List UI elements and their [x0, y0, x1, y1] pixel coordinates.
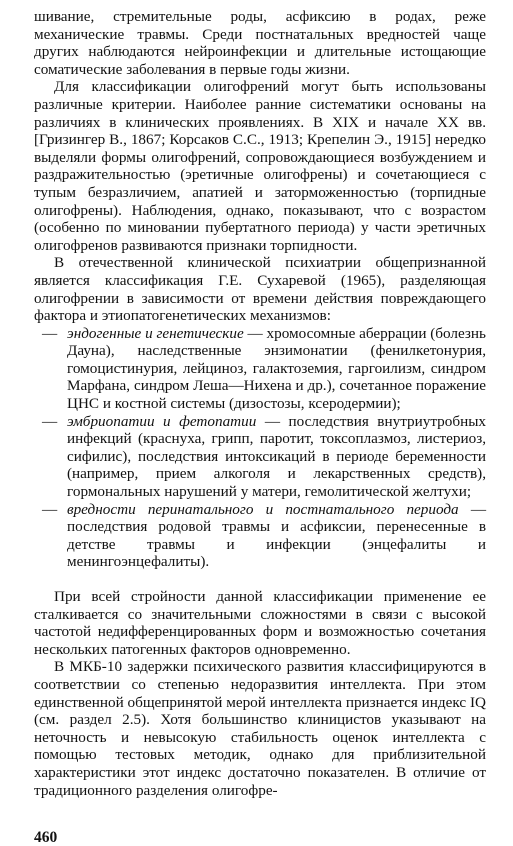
list-item — [34, 501, 486, 571]
paragraph-classification-criteria: Для классификации олигофрений могут быть использованы различные критерии. Наиболее ранние систематики основаны на различиях в клинических проявлениях. В XIX и начале XX вв. [Гризингер В., 1867; Корсаков С.С., 1913; Крепелин Э., 1915] нередко выделяли формы олигофрений, сопровождающиеся возбуждением и раздражительностью (эретичные олигофрены) и сочетающиеся с тупым безразличием, апатией и заторможенностью (торпидные олигофрены). Наблюдения, однако, показывают, что с возрастом (особенно по миновании пубертатного периода) у части эретичных олигофренов развиваются признаки торпидности. — [34, 78, 486, 254]
page-number: 460 — [34, 829, 58, 846]
paragraph-icd10: В МКБ-10 задержки психического развития классифицируются в соответствии со степенью недоразвития интеллекта. При этом единственной общепринятой мерой интеллекта признается индекс IQ (см. раздел 2.5). Хотя большинство клиницистов указывают на неточность и невысокую стабильность оценок интеллекта с помощью тестовых методик, однако для приблизительной характеристики этот индекс достаточно показателен. В отличие от традиционного разделения олигофре- — [34, 658, 486, 799]
list-item — [34, 413, 486, 501]
classification-list — [34, 325, 486, 571]
paragraph-continuation: шивание, стремительные роды, асфиксию в родах, реже механические травмы. Среди постнатальных вредностей чаще других наблюдаются нейроинфекции и длительные истощающие соматические заболевания в первые годы жизни. — [34, 8, 486, 78]
list-item-term: вредности перинатального и постнатального периода — [67, 500, 459, 518]
list-item-text: — последствия внутриутробных инфекций (краснуха, грипп, паротит, токсоплазмоз, листериоз, сифилис), последствия интоксикаций в периоде беременности (например, прием алкоголя и лекарственных средств), гормональных нарушений у матери, гемолитической желтухи; — [67, 412, 486, 501]
paragraph-sukhareva-classification: В отечественной клинической психиатрии общепризнанной является классификация Г.Е. Сухаревой (1965), разделяющая олигофрении в зависимости от времени действия повреждающего фактора и этиопатогенетических механизмов: — [34, 254, 486, 325]
page-text-column — [34, 8, 486, 799]
list-item-term: эмбриопатии и фетопатии — [67, 412, 257, 430]
dash-marker: — — [42, 500, 58, 518]
list-item-text: — последствия родовой травмы и асфиксии, перенесенные в детстве травмы и инфекции (энцефалиты и менингоэнцефалиты). — [67, 500, 487, 571]
list-item-text: — хромосомные аберрации (болезнь Дауна), наследственные энзимонатии (фенилкетонурия, гомоцистинурия, лейциноз, галактоземия, гаргоилизм, синдром Марфана, синдром Леша—Нихена и др.), сочетанное поражение ЦНС и костной системы (дизостозы, ксеродермии); — [67, 324, 486, 413]
dash-marker: — — [42, 324, 58, 342]
list-item — [34, 325, 486, 413]
dash-marker: — — [42, 412, 58, 430]
paragraph-classification-difficulties: При всей стройности данной классификации применение ее сталкивается со значительными сложностями в связи с высокой частотой недифференцированных форм и возможностью сочетания нескольких патогенных факторов одновременно. — [34, 588, 486, 658]
list-item-term: эндогенные и генетические — [67, 324, 244, 342]
